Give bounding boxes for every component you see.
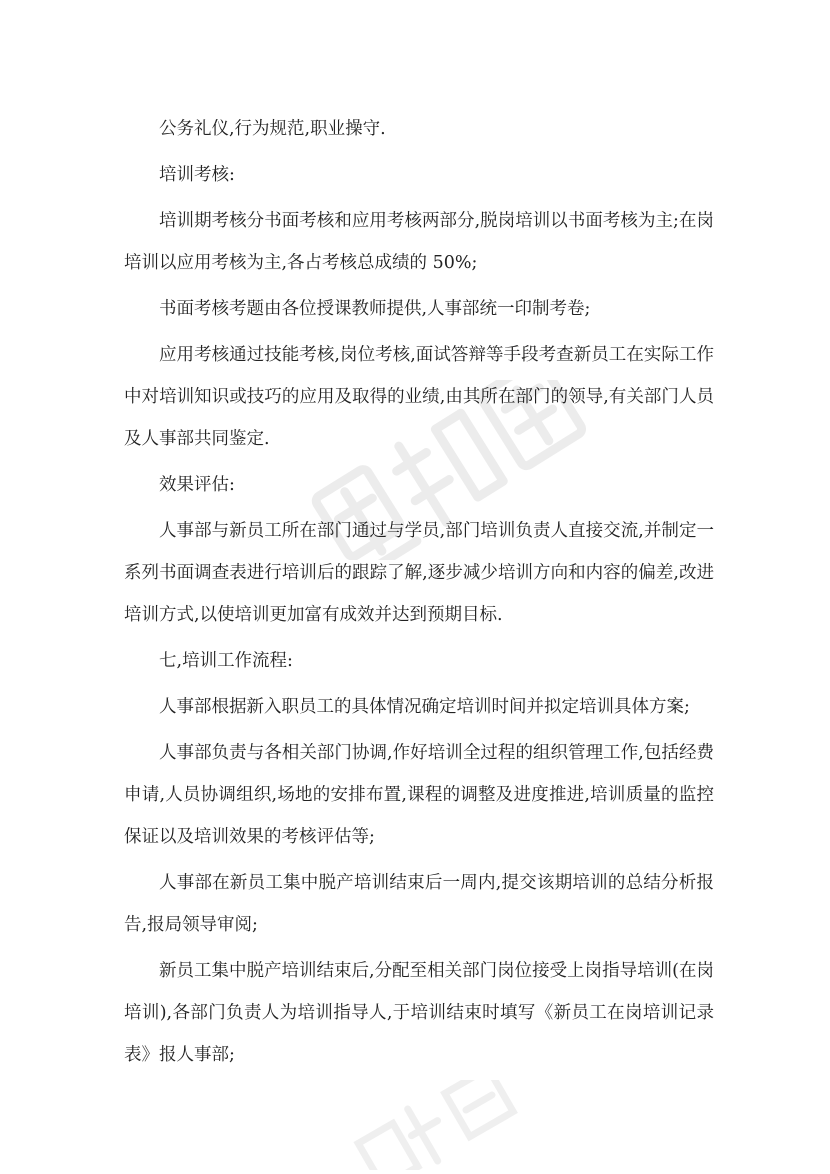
watermark-logo-bottom [340, 1080, 540, 1170]
paragraph: 应用考核通过技能考核,岗位考核,面试答辩等手段考查新员工在实际工作中对培训知识或技巧的应用及取得的业绩,由其所在部门的领导,有关部门人员及人事部共同鉴定. [124, 345, 714, 449]
paragraph: 人事部负责与各相关部门协调,作好培训全过程的组织管理工作,包括经费申请,人员协调组织,场地的安排布置,课程的调整及进度推进,培训质量的监控保证以及培训效果的考核评估等; [124, 743, 714, 847]
paragraph: 人事部与新员工所在部门通过与学员,部门培训负责人直接交流,并制定一系列书面调查表进行培训后的跟踪了解,逐步减少培训方向和内容的偏差,改进培训方式,以使培训更加富有成效并达到预期目标. [124, 521, 714, 625]
paragraph: 书面考核考题由各位授课教师提供,人事部统一印制考卷; [159, 299, 591, 319]
section-heading: 培训考核: [159, 165, 235, 185]
section-heading: 效果评估: [159, 475, 235, 495]
document-body [124, 108, 714, 1076]
paragraph: 公务礼仪,行为规范,职业操守. [159, 119, 386, 139]
paragraph: 人事部根据新入职员工的具体情况确定培训时间并拟定培训具体方案; [159, 697, 690, 717]
paragraph: 培训期考核分书面考核和应用考核两部分,脱岗培训以书面考核为主;在岗培训以应用考核为主,各占考核总成绩的 50%; [124, 211, 714, 273]
paragraph: 新员工集中脱产培训结束后,分配至相关部门岗位接受上岗指导培训(在岗培训),各部门负责人为培训指导人,于培训结束时填写《新员工在岗培训记录表》报人事部; [124, 961, 714, 1065]
paragraph: 人事部在新员工集中脱产培训结束后一周内,提交该期培训的总结分析报告,报局领导审阅; [124, 873, 714, 935]
section-heading: 七,培训工作流程: [159, 651, 293, 671]
